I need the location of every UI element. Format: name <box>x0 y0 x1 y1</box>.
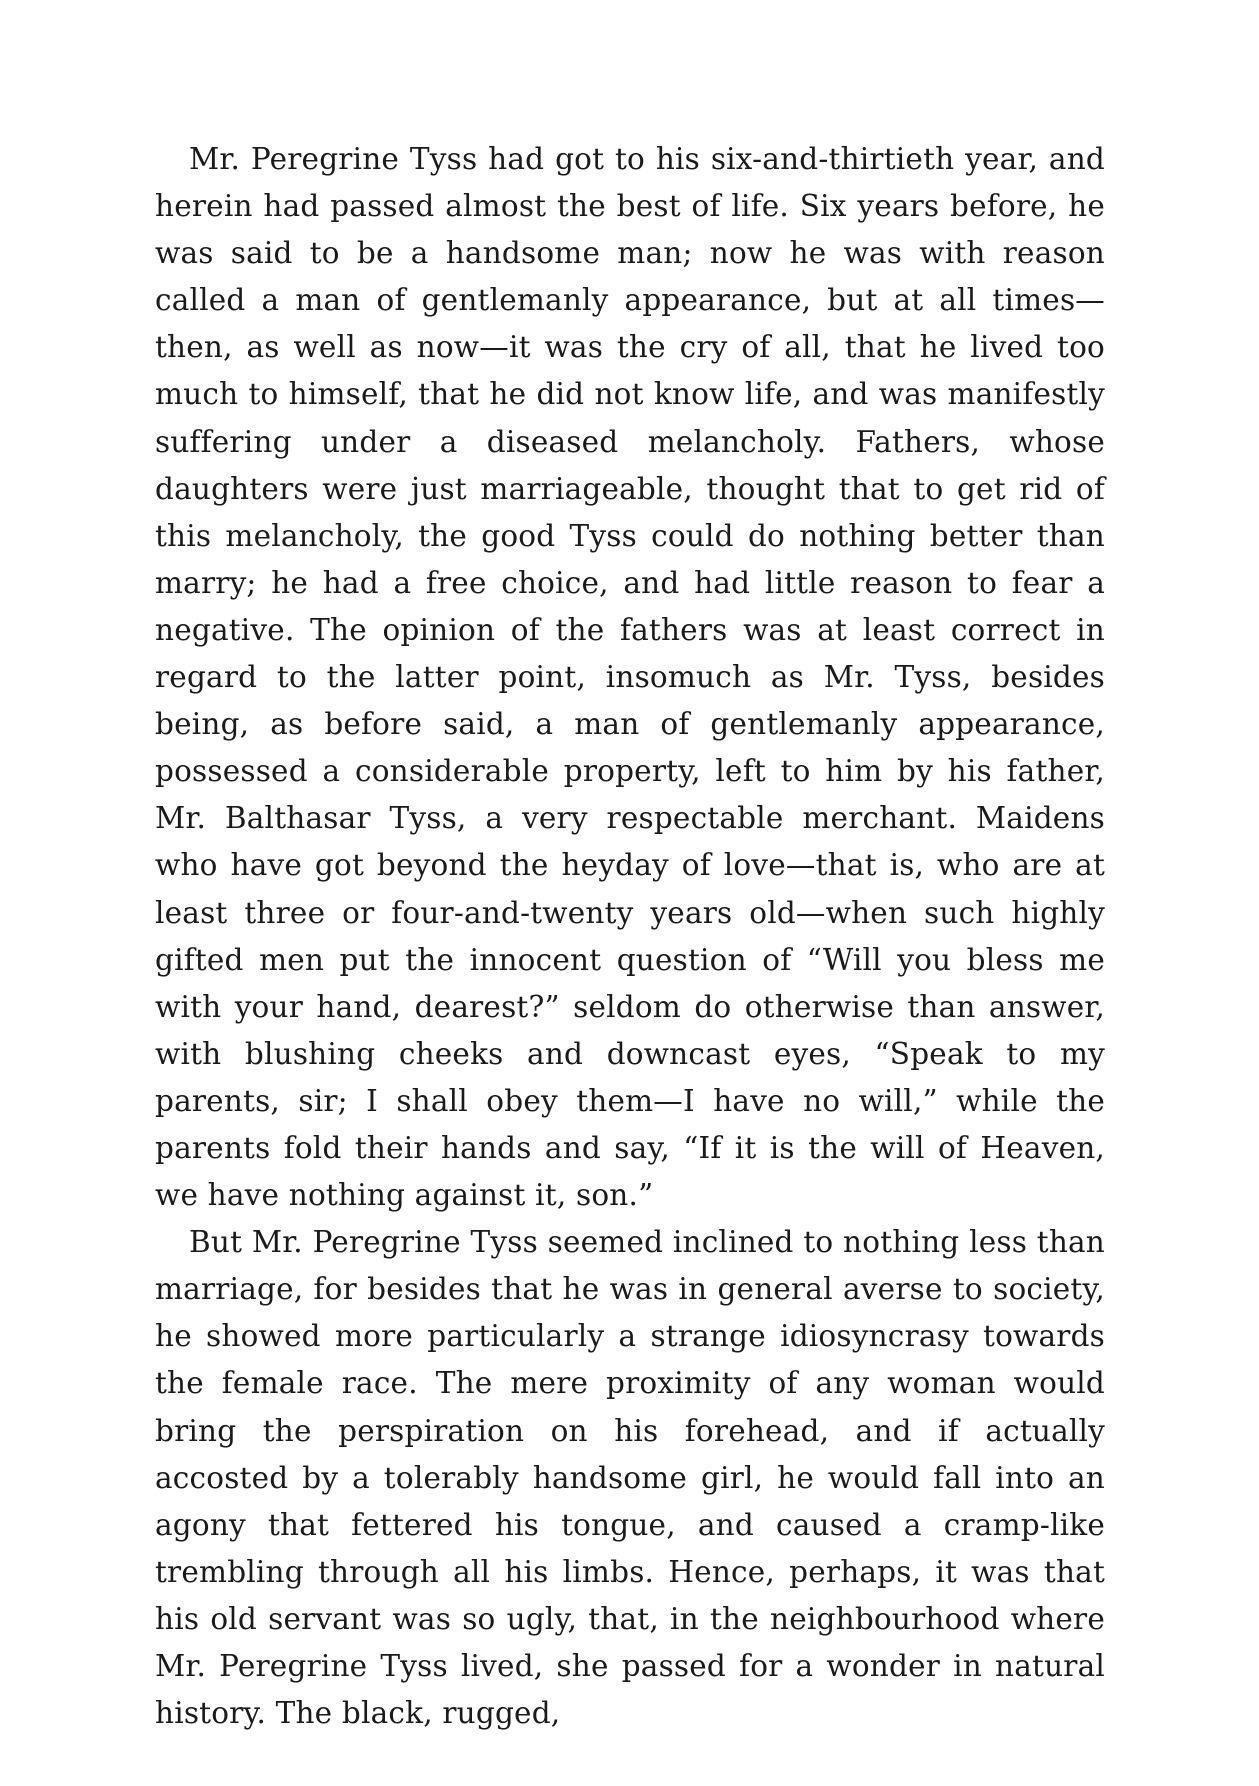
paragraph-1: Mr. Peregrine Tyss had got to his six-and-thirtieth year, and herein had passed almost the best of life. Six years before, he was said to be a handsome man; now he was with reason called a man of gentlemanly appearance, but at all times—then, as well as now—it was the cry of all, that he lived too much to himself, that he did not know life, and was manifestly suffering under a diseased melancholy. Fathers, whose daughters were just marriageable, thought that to get rid of this melancholy, the good Tyss could do nothing better than marry; he had a free choice, and had little reason to fear a negative. The opinion of the fathers was at least correct in regard to the latter point, insomuch as Mr. Tyss, besides being, as before said, a man of gentlemanly appearance, possessed a considerable property, left to him by his father, Mr. Balthasar Tyss, a very respectable merchant. Maidens who have got beyond the heyday of love—that is, who are at least three or four-and-twenty years old—when such highly gifted men put the innocent question of “Will you bless me with your hand, dearest?” seldom do otherwise than answer, with blushing cheeks and downcast eyes, “Speak to my parents, sir; I shall obey them—I have no will,” while the parents fold their hands and say, “If it is the will of Heaven, we have nothing against it, son.” <box>155 142 1105 1213</box>
paragraph-2: But Mr. Peregrine Tyss seemed inclined to nothing less than marriage, for besides that he was in general averse to society, he showed more particularly a strange idiosyncrasy towards the female race. The mere proximity of any woman would bring the perspiration on his forehead, and if actually accosted by a tolerably handsome girl, he would fall into an agony that fettered his tongue, and caused a cramp-like trembling through all his limbs. Hence, perhaps, it was that his old servant was so ugly, that, in the neighbourhood where Mr. Peregrine Tyss lived, she passed for a wonder in natural history. The black, rugged, <box>155 1225 1105 1731</box>
page-body <box>155 136 1105 1737</box>
